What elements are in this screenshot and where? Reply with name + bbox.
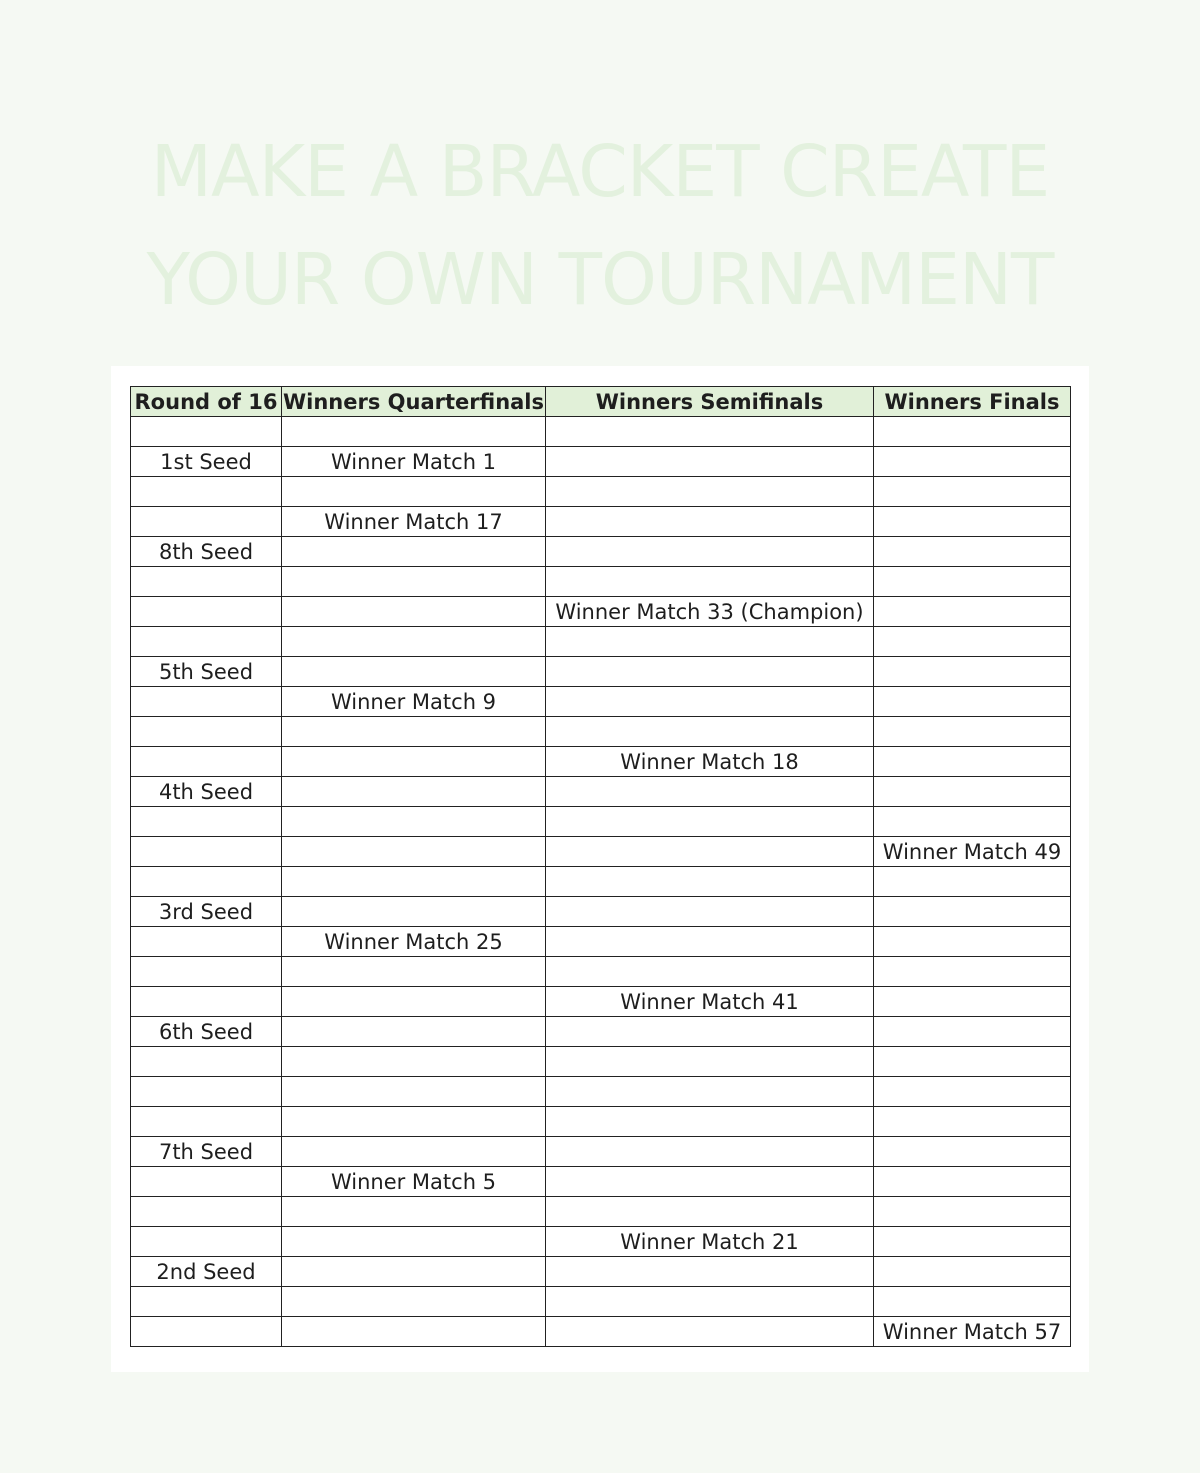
cell-quarterfinals[interactable] xyxy=(282,477,546,507)
cell-round-of-16[interactable] xyxy=(131,597,282,627)
cell-quarterfinals[interactable] xyxy=(282,1017,546,1047)
cell-semifinals[interactable] xyxy=(546,1107,874,1137)
cell-finals[interactable] xyxy=(874,1287,1071,1317)
table-row xyxy=(131,807,1071,837)
table-row xyxy=(131,837,1071,867)
cell-quarterfinals[interactable] xyxy=(282,747,546,777)
cell-semifinals[interactable] xyxy=(546,957,874,987)
cell-round-of-16[interactable] xyxy=(131,417,282,447)
cell-quarterfinals[interactable] xyxy=(282,627,546,657)
table-row xyxy=(131,747,1071,777)
cell-quarterfinals[interactable] xyxy=(282,1227,546,1257)
cell-quarterfinals[interactable] xyxy=(282,597,546,627)
cell-semifinals[interactable] xyxy=(546,567,874,597)
cell-quarterfinals[interactable] xyxy=(282,537,546,567)
table-row xyxy=(131,417,1071,447)
cell-quarterfinals[interactable] xyxy=(282,987,546,1017)
table-row xyxy=(131,507,1071,537)
cell-finals[interactable] xyxy=(874,627,1071,657)
page-title xyxy=(0,118,1200,334)
cell-finals[interactable] xyxy=(874,777,1071,807)
cell-finals[interactable] xyxy=(874,597,1071,627)
cell-finals[interactable] xyxy=(874,987,1071,1017)
cell-quarterfinals[interactable] xyxy=(282,867,546,897)
cell-finals[interactable] xyxy=(874,417,1071,447)
table-row xyxy=(131,447,1071,477)
table-row xyxy=(131,1197,1071,1227)
cell-quarterfinals[interactable]: Winner Match 9 xyxy=(282,687,546,717)
cell-finals[interactable] xyxy=(874,717,1071,747)
cell-round-of-16[interactable]: 8th Seed xyxy=(131,537,282,567)
cell-finals[interactable] xyxy=(874,1047,1071,1077)
cell-finals[interactable] xyxy=(874,957,1071,987)
cell-semifinals[interactable] xyxy=(546,417,874,447)
cell-round-of-16[interactable] xyxy=(131,807,282,837)
cell-quarterfinals[interactable] xyxy=(282,1077,546,1107)
cell-finals[interactable] xyxy=(874,657,1071,687)
cell-round-of-16[interactable] xyxy=(131,567,282,597)
cell-round-of-16[interactable] xyxy=(131,627,282,657)
cell-round-of-16[interactable] xyxy=(131,477,282,507)
cell-semifinals[interactable] xyxy=(546,1287,874,1317)
cell-round-of-16[interactable] xyxy=(131,717,282,747)
cell-finals[interactable] xyxy=(874,537,1071,567)
cell-semifinals[interactable] xyxy=(546,447,874,477)
table-row xyxy=(131,1107,1071,1137)
cell-finals[interactable] xyxy=(874,807,1071,837)
cell-finals[interactable] xyxy=(874,1107,1071,1137)
cell-round-of-16[interactable] xyxy=(131,1197,282,1227)
cell-finals[interactable] xyxy=(874,507,1071,537)
table-row xyxy=(131,1077,1071,1107)
table-row xyxy=(131,1137,1071,1167)
cell-quarterfinals[interactable] xyxy=(282,897,546,927)
cell-semifinals[interactable]: Winner Match 41 xyxy=(546,987,874,1017)
cell-finals[interactable] xyxy=(874,687,1071,717)
cell-round-of-16[interactable] xyxy=(131,1047,282,1077)
cell-semifinals[interactable] xyxy=(546,537,874,567)
cell-semifinals[interactable] xyxy=(546,1257,874,1287)
cell-round-of-16[interactable] xyxy=(131,1287,282,1317)
cell-round-of-16[interactable] xyxy=(131,1227,282,1257)
table-row xyxy=(131,657,1071,687)
cell-quarterfinals[interactable]: Winner Match 1 xyxy=(282,447,546,477)
cell-finals[interactable] xyxy=(874,447,1071,477)
header-winners-finals: Winners Finals xyxy=(874,387,1071,417)
cell-quarterfinals[interactable]: Winner Match 17 xyxy=(282,507,546,537)
cell-semifinals[interactable] xyxy=(546,627,874,657)
cell-finals[interactable] xyxy=(874,1257,1071,1287)
cell-round-of-16[interactable] xyxy=(131,747,282,777)
cell-round-of-16[interactable] xyxy=(131,957,282,987)
cell-quarterfinals[interactable] xyxy=(282,1257,546,1287)
cell-quarterfinals[interactable] xyxy=(282,1287,546,1317)
cell-finals[interactable] xyxy=(874,927,1071,957)
cell-semifinals[interactable] xyxy=(546,1317,874,1347)
table-row xyxy=(131,957,1071,987)
cell-round-of-16[interactable] xyxy=(131,1077,282,1107)
bracket-body xyxy=(131,417,1071,1347)
header-winners-quarterfinals: Winners Quarterfinals xyxy=(282,387,546,417)
table-row xyxy=(131,897,1071,927)
cell-finals[interactable] xyxy=(874,897,1071,927)
table-row xyxy=(131,597,1071,627)
cell-finals[interactable] xyxy=(874,867,1071,897)
cell-semifinals[interactable] xyxy=(546,897,874,927)
cell-semifinals[interactable] xyxy=(546,717,874,747)
title-line-1: MAKE A BRACKET CREATE xyxy=(150,130,1050,213)
table-row xyxy=(131,567,1071,597)
table-row xyxy=(131,867,1071,897)
cell-semifinals[interactable] xyxy=(546,1197,874,1227)
cell-round-of-16[interactable] xyxy=(131,1167,282,1197)
cell-semifinals[interactable] xyxy=(546,927,874,957)
cell-quarterfinals[interactable]: Winner Match 25 xyxy=(282,927,546,957)
cell-finals[interactable] xyxy=(874,567,1071,597)
cell-semifinals[interactable] xyxy=(546,1137,874,1167)
table-row xyxy=(131,777,1071,807)
cell-round-of-16[interactable]: 4th Seed xyxy=(131,777,282,807)
cell-semifinals[interactable]: Winner Match 33 (Champion) xyxy=(546,597,874,627)
cell-quarterfinals[interactable] xyxy=(282,1047,546,1077)
cell-finals[interactable]: Winner Match 49 xyxy=(874,837,1071,867)
cell-quarterfinals[interactable] xyxy=(282,657,546,687)
table-row xyxy=(131,1287,1071,1317)
table-row xyxy=(131,1257,1071,1287)
cell-semifinals[interactable] xyxy=(546,1017,874,1047)
cell-round-of-16[interactable]: 1st Seed xyxy=(131,447,282,477)
cell-finals[interactable] xyxy=(874,1197,1071,1227)
table-row xyxy=(131,477,1071,507)
cell-quarterfinals[interactable] xyxy=(282,1197,546,1227)
cell-semifinals[interactable] xyxy=(546,807,874,837)
cell-finals[interactable] xyxy=(874,1167,1071,1197)
cell-round-of-16[interactable] xyxy=(131,837,282,867)
table-row xyxy=(131,1167,1071,1197)
cell-finals[interactable]: Winner Match 57 xyxy=(874,1317,1071,1347)
cell-quarterfinals[interactable] xyxy=(282,1137,546,1167)
table-row xyxy=(131,927,1071,957)
table-row xyxy=(131,687,1071,717)
cell-quarterfinals[interactable]: Winner Match 5 xyxy=(282,1167,546,1197)
table-row xyxy=(131,627,1071,657)
cell-round-of-16[interactable] xyxy=(131,507,282,537)
cell-round-of-16[interactable] xyxy=(131,867,282,897)
cell-semifinals[interactable] xyxy=(546,1047,874,1077)
cell-finals[interactable] xyxy=(874,1137,1071,1167)
cell-round-of-16[interactable]: 3rd Seed xyxy=(131,897,282,927)
cell-finals[interactable] xyxy=(874,747,1071,777)
cell-finals[interactable] xyxy=(874,477,1071,507)
cell-round-of-16[interactable]: 7th Seed xyxy=(131,1137,282,1167)
cell-semifinals[interactable] xyxy=(546,1077,874,1107)
cell-round-of-16[interactable] xyxy=(131,1317,282,1347)
cell-round-of-16[interactable] xyxy=(131,927,282,957)
bracket-table xyxy=(130,386,1071,1347)
cell-round-of-16[interactable] xyxy=(131,1107,282,1137)
cell-semifinals[interactable] xyxy=(546,867,874,897)
cell-semifinals[interactable] xyxy=(546,477,874,507)
header-round-of-16: Round of 16 xyxy=(131,387,282,417)
cell-quarterfinals[interactable] xyxy=(282,807,546,837)
cell-quarterfinals[interactable] xyxy=(282,837,546,867)
table-row xyxy=(131,1017,1071,1047)
cell-round-of-16[interactable] xyxy=(131,687,282,717)
header-row xyxy=(131,387,1071,417)
table-row xyxy=(131,1317,1071,1347)
cell-semifinals[interactable]: Winner Match 18 xyxy=(546,747,874,777)
header-winners-semifinals: Winners Semifinals xyxy=(546,387,874,417)
cell-semifinals[interactable] xyxy=(546,507,874,537)
cell-quarterfinals[interactable] xyxy=(282,777,546,807)
cell-quarterfinals[interactable] xyxy=(282,1107,546,1137)
cell-quarterfinals[interactable] xyxy=(282,417,546,447)
cell-round-of-16[interactable]: 5th Seed xyxy=(131,657,282,687)
cell-quarterfinals[interactable] xyxy=(282,957,546,987)
table-row xyxy=(131,537,1071,567)
cell-quarterfinals[interactable] xyxy=(282,717,546,747)
cell-quarterfinals[interactable] xyxy=(282,567,546,597)
table-row xyxy=(131,717,1071,747)
cell-semifinals[interactable] xyxy=(546,687,874,717)
cell-semifinals[interactable] xyxy=(546,657,874,687)
cell-finals[interactable] xyxy=(874,1017,1071,1047)
table-row xyxy=(131,1047,1071,1077)
cell-semifinals[interactable] xyxy=(546,1167,874,1197)
cell-finals[interactable] xyxy=(874,1077,1071,1107)
cell-round-of-16[interactable]: 2nd Seed xyxy=(131,1257,282,1287)
cell-finals[interactable] xyxy=(874,1227,1071,1257)
cell-semifinals[interactable]: Winner Match 21 xyxy=(546,1227,874,1257)
title-line-2: YOUR OWN TOURNAMENT xyxy=(146,238,1054,321)
table-row xyxy=(131,987,1071,1017)
cell-quarterfinals[interactable] xyxy=(282,1317,546,1347)
cell-round-of-16[interactable] xyxy=(131,987,282,1017)
cell-semifinals[interactable] xyxy=(546,837,874,867)
cell-round-of-16[interactable]: 6th Seed xyxy=(131,1017,282,1047)
cell-semifinals[interactable] xyxy=(546,777,874,807)
table-row xyxy=(131,1227,1071,1257)
